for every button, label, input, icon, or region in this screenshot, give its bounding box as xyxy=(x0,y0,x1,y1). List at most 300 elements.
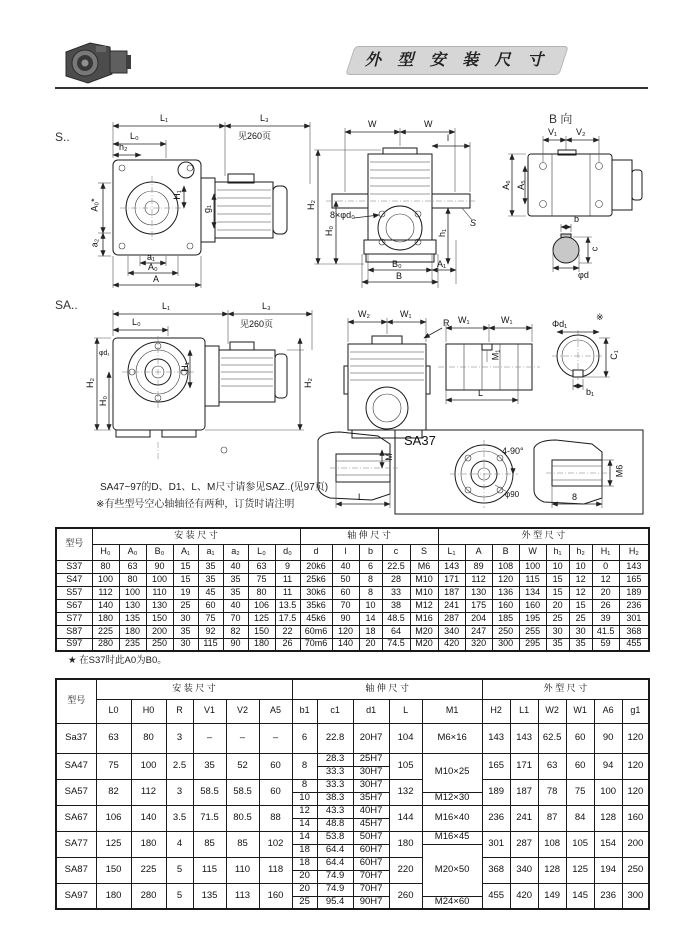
data-cell: 455 xyxy=(482,883,510,909)
data-cell: 300 xyxy=(622,883,649,909)
data-cell: 40 xyxy=(332,560,359,573)
dim-label-cd-c1: C₁ xyxy=(608,350,619,360)
data-cell: 59 xyxy=(592,638,619,651)
data-cell: 180 xyxy=(119,625,146,638)
data-cell: 118 xyxy=(259,857,292,883)
data-cell: M24×60 xyxy=(422,896,482,909)
header-cell: c xyxy=(382,544,410,560)
data-cell: M20 xyxy=(410,638,438,651)
data-cell: 33.3 xyxy=(317,779,353,792)
data-cell: 135 xyxy=(193,883,226,909)
data-cell: 125 xyxy=(96,831,131,857)
data-cell: 4 xyxy=(166,831,193,857)
data-cell: 64 xyxy=(382,625,410,638)
table-row xyxy=(56,699,649,723)
data-cell: 180 xyxy=(131,831,166,857)
header-cell: L0 xyxy=(96,699,131,723)
table-row xyxy=(56,805,649,818)
data-cell: 100 xyxy=(131,753,166,779)
data-cell: 30H7 xyxy=(353,766,389,779)
data-cell: 130 xyxy=(146,599,173,612)
data-cell: SA47 xyxy=(56,753,96,779)
data-cell: 75 xyxy=(198,612,223,625)
data-cell: Sa37 xyxy=(56,723,96,753)
data-cell: 100 xyxy=(519,560,546,573)
dim-label-m-s: S xyxy=(470,218,477,228)
data-cell: 140 xyxy=(131,805,166,831)
data-cell: 18 xyxy=(359,625,382,638)
data-cell: 420 xyxy=(438,638,465,651)
header-cell: 型号 xyxy=(56,679,96,723)
header-cell: b1 xyxy=(292,699,317,723)
data-cell: 15 xyxy=(173,560,198,573)
data-cell: 20 xyxy=(292,883,317,896)
dim-label-shaft-m: M xyxy=(383,453,394,461)
data-cell: 12 xyxy=(592,573,619,586)
header-cell: g1 xyxy=(622,699,649,723)
dim-label-sa-l3: L₃ xyxy=(262,301,271,311)
data-cell: 35k6 xyxy=(300,599,332,612)
data-cell: 22 xyxy=(275,625,300,638)
dim-label-s-h2: h₂ xyxy=(119,142,128,152)
data-cell: 420 xyxy=(510,883,538,909)
data-cell: 189 xyxy=(482,779,510,805)
data-cell: – xyxy=(226,723,259,753)
data-cell: 15 xyxy=(173,573,198,586)
data-cell: 70 xyxy=(332,599,359,612)
table-row xyxy=(56,679,649,699)
dim-label-sa-d1: φd₁ xyxy=(99,350,110,357)
data-cell: 143 xyxy=(438,560,465,573)
data-cell: 250 xyxy=(146,638,173,651)
data-cell: S47 xyxy=(56,573,92,586)
data-cell: 18 xyxy=(292,857,317,870)
dim-label-cd-b1: b₁ xyxy=(586,387,595,397)
data-cell: 80 xyxy=(248,586,275,599)
data-cell: 280 xyxy=(131,883,166,909)
header-cell: A₀ xyxy=(119,544,146,560)
page-title: 外 型 安 装 尺 寸 xyxy=(364,52,550,69)
data-cell: 143 xyxy=(482,723,510,753)
see-page-note-s: 见260页 xyxy=(238,131,272,141)
sa37-box-title: SA37 xyxy=(404,433,436,448)
data-cell: 143 xyxy=(619,560,649,573)
data-cell: 115 xyxy=(193,857,226,883)
data-cell: 150 xyxy=(146,612,173,625)
sa37-angle-label: 4-90° xyxy=(502,446,524,456)
data-cell: 102 xyxy=(259,831,292,857)
data-cell: 8 xyxy=(359,573,382,586)
data-cell: 236 xyxy=(482,805,510,831)
data-cell: 132 xyxy=(389,779,422,805)
dim-label-m-b0: B₀ xyxy=(392,259,402,269)
data-cell: M12×30 xyxy=(422,792,482,805)
data-cell: 94 xyxy=(594,753,622,779)
table-row xyxy=(56,599,649,612)
s-series-label: S.. xyxy=(55,130,70,144)
data-cell: 110 xyxy=(146,586,173,599)
table-row xyxy=(56,612,649,625)
data-cell: 340 xyxy=(438,625,465,638)
dim-label-s-a0-star: A₀* xyxy=(89,198,100,212)
data-cell: 10 xyxy=(359,599,382,612)
dim-label-s-a2: a₂ xyxy=(89,238,100,248)
data-cell: 144 xyxy=(389,805,422,831)
b-view-label: B 向 xyxy=(549,112,573,126)
data-cell: 19 xyxy=(173,586,198,599)
data-cell: M16×45 xyxy=(422,831,482,844)
data-cell: SA87 xyxy=(56,857,96,883)
data-cell: 17.5 xyxy=(275,612,300,625)
data-cell: 115 xyxy=(519,573,546,586)
dim-label-sa-l0: L₀ xyxy=(132,317,141,327)
data-cell: 180 xyxy=(248,638,275,651)
table-row xyxy=(56,586,649,599)
data-cell: S57 xyxy=(56,586,92,599)
data-cell: 70 xyxy=(223,612,248,625)
data-cell: 10 xyxy=(569,560,592,573)
data-cell: 3 xyxy=(166,779,193,805)
reference-mark: ※ xyxy=(596,312,604,322)
header-cell: L1 xyxy=(510,699,538,723)
data-cell: 195 xyxy=(519,612,546,625)
data-cell: 92 xyxy=(198,625,223,638)
dim-label-m-w-left: W xyxy=(368,119,377,129)
header-cell: W1 xyxy=(566,699,594,723)
table-row xyxy=(56,723,649,753)
data-cell: 58.5 xyxy=(226,779,259,805)
header-cell: H₁ xyxy=(592,544,619,560)
data-cell: S67 xyxy=(56,599,92,612)
dim-label-sa-l1: L₁ xyxy=(162,301,171,311)
data-cell: 63 xyxy=(96,723,131,753)
data-cell: 60 xyxy=(259,753,292,779)
data-cell: 85 xyxy=(193,831,226,857)
data-cell: 12 xyxy=(569,573,592,586)
data-cell: 287 xyxy=(510,831,538,857)
header-cell: L₁ xyxy=(438,544,465,560)
data-cell: 33 xyxy=(382,586,410,599)
dim-label-hs-l: L xyxy=(478,388,484,398)
data-cell: 60 xyxy=(566,753,594,779)
data-cell: 100 xyxy=(594,779,622,805)
header-cell: H₀ xyxy=(92,544,119,560)
data-cell: 70H7 xyxy=(353,883,389,896)
dim-label-b-c: c xyxy=(589,246,600,252)
data-cell: 140 xyxy=(332,638,359,651)
data-cell: 58.5 xyxy=(193,779,226,805)
data-cell: 194 xyxy=(594,857,622,883)
table-row xyxy=(56,544,649,560)
data-cell: 35 xyxy=(193,753,226,779)
header-cell: A₁ xyxy=(173,544,198,560)
data-cell: 90 xyxy=(594,723,622,753)
data-cell: 82 xyxy=(96,779,131,805)
data-cell: 30 xyxy=(173,612,198,625)
data-cell: 180 xyxy=(96,883,131,909)
data-cell: 48.8 xyxy=(317,818,353,831)
data-cell: 74.9 xyxy=(317,870,353,883)
data-cell: M16×40 xyxy=(422,805,482,831)
data-cell: 225 xyxy=(92,625,119,638)
data-cell: 143 xyxy=(510,723,538,753)
data-cell: 100 xyxy=(119,586,146,599)
data-cell: 280 xyxy=(92,638,119,651)
data-cell: 3 xyxy=(166,723,193,753)
header-cell: h₁ xyxy=(546,544,569,560)
dim-label-s-a0: A₀ xyxy=(148,262,158,272)
data-cell: 171 xyxy=(510,753,538,779)
data-cell: 10 xyxy=(546,560,569,573)
header-divider xyxy=(55,87,648,89)
data-cell: 28.3 xyxy=(317,753,353,766)
data-cell: 112 xyxy=(131,779,166,805)
data-cell: 14 xyxy=(359,612,382,625)
note-hollow-shaft: ※有些型号空心轴轴径有两种，订货时请注明 xyxy=(96,499,295,510)
data-cell: 6 xyxy=(292,723,317,753)
header-cell: 型号 xyxy=(56,528,92,560)
data-cell: 11 xyxy=(275,586,300,599)
data-cell: 80.5 xyxy=(226,805,259,831)
data-cell: 74.9 xyxy=(317,883,353,896)
header-cell: B xyxy=(492,544,519,560)
data-cell: 20 xyxy=(546,599,569,612)
technical-drawings xyxy=(0,98,700,528)
dim-label-sa-h1: H₁ xyxy=(179,362,190,372)
dim-label-b-b: b xyxy=(574,214,580,224)
header-cell: M1 xyxy=(422,699,482,723)
data-cell: 30 xyxy=(173,638,198,651)
data-cell: 30H7 xyxy=(353,779,389,792)
header-cell: d1 xyxy=(353,699,389,723)
data-cell: 60 xyxy=(332,586,359,599)
data-cell: 225 xyxy=(131,857,166,883)
dim-label-s-l3: L₃ xyxy=(260,113,269,123)
data-cell: M6×16 xyxy=(422,723,482,753)
data-cell: 187 xyxy=(510,779,538,805)
data-cell: 455 xyxy=(619,638,649,651)
data-cell: 35 xyxy=(569,638,592,651)
data-cell: 150 xyxy=(248,625,275,638)
table-row xyxy=(56,573,649,586)
data-cell: 154 xyxy=(594,831,622,857)
data-cell: 368 xyxy=(619,625,649,638)
data-cell: 160 xyxy=(492,599,519,612)
data-cell: 43.3 xyxy=(317,805,353,818)
data-cell: S37 xyxy=(56,560,92,573)
dim-label-sa-h2-left: H₂ xyxy=(85,378,95,388)
data-cell: 15 xyxy=(569,599,592,612)
header-cell: B₀ xyxy=(146,544,173,560)
data-cell: 287 xyxy=(438,612,465,625)
header-cell: A xyxy=(465,544,492,560)
sa37-thread-label: M6 xyxy=(614,464,625,478)
data-cell: 40H7 xyxy=(353,805,389,818)
sa-series-dimension-table xyxy=(55,678,650,910)
s-series-dimension-table xyxy=(55,527,650,652)
data-cell: 38.3 xyxy=(317,792,353,805)
data-cell: 48.5 xyxy=(382,612,410,625)
dim-label-m-h1: h₁ xyxy=(437,228,448,238)
data-cell: 63 xyxy=(538,753,566,779)
header-cell: a₂ xyxy=(223,544,248,560)
data-cell: M10 xyxy=(410,586,438,599)
dim-label-fv-w2: W₂ xyxy=(358,309,370,319)
data-cell: 180 xyxy=(389,831,422,857)
dim-label-b-v1: V₁ xyxy=(548,127,558,137)
data-cell: 12 xyxy=(569,586,592,599)
data-cell: 60 xyxy=(259,779,292,805)
data-cell: 100 xyxy=(146,573,173,586)
data-cell: 45H7 xyxy=(353,818,389,831)
data-cell: 60m6 xyxy=(300,625,332,638)
data-cell: M20 xyxy=(410,625,438,638)
data-cell: 295 xyxy=(519,638,546,651)
data-cell: 120 xyxy=(332,625,359,638)
data-cell: 340 xyxy=(510,857,538,883)
data-cell: 204 xyxy=(465,612,492,625)
data-cell: 70H7 xyxy=(353,870,389,883)
sa37-depth-label: 8 xyxy=(572,492,578,502)
data-cell: 75 xyxy=(248,573,275,586)
data-cell: – xyxy=(259,723,292,753)
data-cell: 50 xyxy=(332,573,359,586)
data-cell: 30 xyxy=(546,625,569,638)
data-cell: S97 xyxy=(56,638,92,651)
sa-series-label: SA.. xyxy=(55,298,78,312)
header-cell: 安 装 尺 寸 xyxy=(92,528,300,544)
data-cell: 18 xyxy=(292,844,317,857)
data-cell: 235 xyxy=(119,638,146,651)
data-cell: 26 xyxy=(592,599,619,612)
data-cell: 25 xyxy=(546,612,569,625)
data-cell: 104 xyxy=(389,723,422,753)
data-cell: 35 xyxy=(173,625,198,638)
dim-label-sa-h2-right: H₂ xyxy=(303,378,313,388)
data-cell: 40 xyxy=(223,560,248,573)
data-cell: 128 xyxy=(538,857,566,883)
data-cell: 0 xyxy=(592,560,619,573)
table1-footnote: ★ 在S37时此A0为B0。 xyxy=(68,655,167,666)
header-cell: S xyxy=(410,544,438,560)
data-cell: 35H7 xyxy=(353,792,389,805)
dim-label-hs-m1: M₁ xyxy=(490,349,501,361)
header-cell: L xyxy=(389,699,422,723)
data-cell: 9 xyxy=(275,560,300,573)
dim-label-s-l1: L₁ xyxy=(160,113,169,123)
data-cell: 26 xyxy=(275,638,300,651)
data-cell: 250 xyxy=(622,857,649,883)
data-cell: 88 xyxy=(259,805,292,831)
data-cell: 160 xyxy=(519,599,546,612)
table-row xyxy=(56,831,649,844)
header-cell: 安 装 尺 寸 xyxy=(96,679,292,699)
data-cell: 2.5 xyxy=(166,753,193,779)
data-cell: M16 xyxy=(410,612,438,625)
data-cell: 35 xyxy=(223,586,248,599)
header-cell: L₀ xyxy=(248,544,275,560)
dim-label-b-a6: A₆ xyxy=(500,180,511,190)
data-cell: 90 xyxy=(332,612,359,625)
data-cell: 130 xyxy=(465,586,492,599)
data-cell: 189 xyxy=(619,586,649,599)
data-cell: 135 xyxy=(119,612,146,625)
data-cell: 247 xyxy=(465,625,492,638)
data-cell: 108 xyxy=(538,831,566,857)
data-cell: 320 xyxy=(465,638,492,651)
header-cell: 外 型 尺 寸 xyxy=(482,679,649,699)
dim-label-b-v2: V₂ xyxy=(576,127,586,137)
data-cell: 60H7 xyxy=(353,844,389,857)
data-cell: 241 xyxy=(438,599,465,612)
data-cell: SA77 xyxy=(56,831,96,857)
data-cell: 120 xyxy=(622,753,649,779)
data-cell: 89 xyxy=(465,560,492,573)
data-cell: 22.5 xyxy=(382,560,410,573)
dim-label-m-a1: A₁ xyxy=(437,259,447,269)
data-cell: 64.4 xyxy=(317,857,353,870)
data-cell: 50H7 xyxy=(353,831,389,844)
data-cell: 60 xyxy=(198,599,223,612)
data-cell: 20 xyxy=(592,586,619,599)
header-cell: A6 xyxy=(594,699,622,723)
data-cell: M10×25 xyxy=(422,753,482,792)
dim-label-b-d: φd xyxy=(578,270,589,280)
data-cell: 20H7 xyxy=(353,723,389,753)
data-cell: 8 xyxy=(292,753,317,779)
data-cell: 130 xyxy=(119,599,146,612)
data-cell: 22.8 xyxy=(317,723,353,753)
data-cell: 236 xyxy=(594,883,622,909)
header-cell: d xyxy=(300,544,332,560)
sa37-diameter-label: φ90 xyxy=(505,490,520,499)
data-cell: 125 xyxy=(248,612,275,625)
data-cell: 25 xyxy=(292,896,317,909)
data-cell: 171 xyxy=(438,573,465,586)
data-cell: 113 xyxy=(226,883,259,909)
data-cell: – xyxy=(193,723,226,753)
table-row xyxy=(56,638,649,651)
data-cell: 85 xyxy=(226,831,259,857)
data-cell: 5 xyxy=(166,857,193,883)
data-cell: 52 xyxy=(226,753,259,779)
dim-label-s-a1: a₁ xyxy=(147,252,156,262)
gearmotor-product-photo xyxy=(58,38,134,88)
data-cell: 200 xyxy=(146,625,173,638)
data-cell: 120 xyxy=(622,723,649,753)
dim-label-sa-h0: H₀ xyxy=(98,395,109,407)
data-cell: 3.5 xyxy=(166,805,193,831)
data-cell: 87 xyxy=(538,805,566,831)
data-cell: 136 xyxy=(492,586,519,599)
dim-label-s-h1: H₁ xyxy=(171,190,182,200)
data-cell: 84 xyxy=(566,805,594,831)
data-cell: 78 xyxy=(538,779,566,805)
data-cell: 45k6 xyxy=(300,612,332,625)
header-cell: 外 型 尺 寸 xyxy=(438,528,649,544)
see-page-note-sa: 见260页 xyxy=(240,319,274,329)
data-cell: 106 xyxy=(96,805,131,831)
data-cell: 13.5 xyxy=(275,599,300,612)
data-cell: 64.4 xyxy=(317,844,353,857)
data-cell: S77 xyxy=(56,612,92,625)
header-cell: A5 xyxy=(259,699,292,723)
data-cell: 150 xyxy=(96,857,131,883)
data-cell: 105 xyxy=(566,831,594,857)
data-cell: 35 xyxy=(198,560,223,573)
header-cell: 轴 伸 尺 寸 xyxy=(300,528,438,544)
data-cell: 185 xyxy=(492,612,519,625)
